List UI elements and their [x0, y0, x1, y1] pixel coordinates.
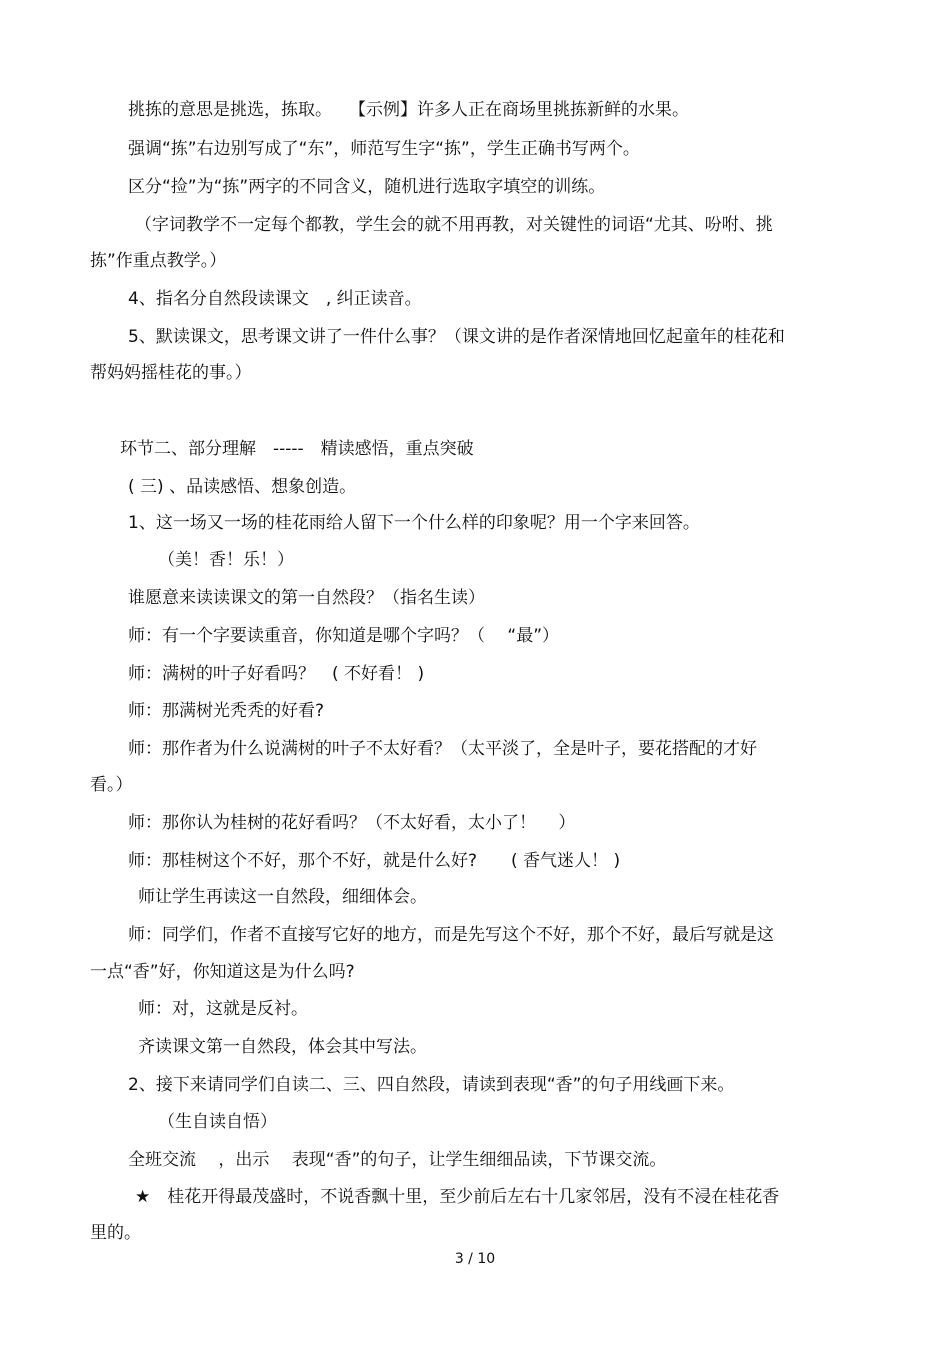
text-line: 师：同学们，作者不直接写它好的地方，而是先写这个不好，那个不好，最后写就是这 [128, 925, 774, 945]
text-line: 一点“香”好，你知道这是为什么吗? [90, 962, 355, 982]
text-line: （生自读自悟） [158, 1112, 277, 1132]
section-heading: 环节二、部分理解 ----- 精读感悟，重点突破 [120, 439, 474, 459]
text-line: 4、指名分自然段读课文 , 纠正读音。 [128, 289, 422, 309]
text-line: 师：那作者为什么说满树的叶子不太好看？（太平淡了，全是叶子，要花搭配的才好 [128, 739, 757, 759]
text-line: 师：有一个字要读重音，你知道是哪个字吗？（ “最”） [128, 626, 560, 646]
text-line: 5、默读课文，思考课文讲了一件什么事？（课文讲的是作者深情地回忆起童年的桂花和 [128, 327, 785, 347]
text-line: 挑拣的意思是挑选，拣取。 【示例】许多人正在商场里挑拣新鲜的水果。 [128, 100, 689, 120]
text-line: 师：那桂树这个不好，那个不好，就是什么好? ( 香气迷人！ ) [128, 851, 621, 871]
text-line: 看。） [90, 775, 133, 795]
text-line: 师让学生再读这一自然段，细细体会。 [138, 887, 427, 907]
subsection-heading: ( 三) 、品读感悟、想象创造。 [128, 477, 357, 497]
text-line: 齐读课文第一自然段，体会其中写法。 [138, 1037, 427, 1057]
text-line: 1、这一场又一场的桂花雨给人留下一个什么样的印象呢？用一个字来回答。 [128, 513, 700, 533]
text-line: （字词教学不一定每个都教，学生会的就不用再教，对关键性的词语“尤其、吩咐、挑 [135, 215, 773, 235]
text-line: 帮妈妈摇桂花的事。） [90, 363, 252, 383]
text-line: 拣”作重点教学。） [90, 251, 227, 271]
text-line: 里的。 [90, 1223, 141, 1243]
text-line: 2、接下来请同学们自读二、三、四自然段，请读到表现“香”的句子用线画下来。 [128, 1075, 735, 1095]
text-line: 强调“拣”右边别写成了“东”，师范写生字“拣”，学生正确书写两个。 [128, 139, 640, 159]
text-line: 区分“捡”为“拣”两字的不同含义，随机进行选取字填空的训练。 [128, 177, 606, 197]
text-line: 师：那你认为桂树的花好看吗？（不太好看，太小了！ ） [128, 813, 576, 833]
text-line: 师：那满树光秃秃的好看? [128, 701, 325, 721]
text-line: （美！香！乐！） [158, 550, 294, 570]
text-line: 全班交流 ，出示 表现“香”的句子，让学生细细品读，下节课交流。 [128, 1150, 667, 1170]
text-line: ★ 桂花开得最茂盛时，不说香飘十里，至少前后左右十几家邻居，没有不浸在桂花香 [135, 1187, 780, 1207]
text-line: 谁愿意来读读课文的第一自然段？（指名生读） [128, 588, 485, 608]
page-number: 3 / 10 [454, 1251, 496, 1267]
text-line: 师：满树的叶子好看吗？ ( 不好看！ ) [128, 664, 425, 684]
text-line: 师：对，这就是反衬。 [138, 999, 308, 1019]
